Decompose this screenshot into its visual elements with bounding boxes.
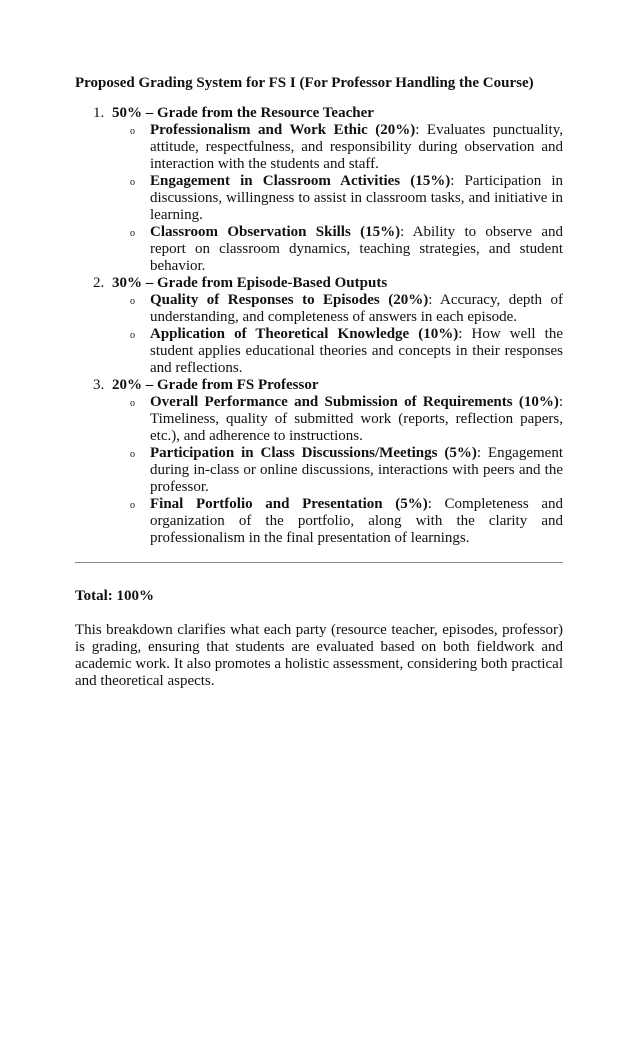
criteria-item xyxy=(112,292,563,326)
criteria-title: Quality of Responses to Episodes (20%) xyxy=(150,292,429,308)
criteria-description: : Participation in discussions, willingness to assist in classroom tasks, and initiative in learning. xyxy=(150,173,564,223)
grading-sections xyxy=(75,105,563,547)
section-number: 3. xyxy=(93,377,105,393)
bullet-icon: o xyxy=(130,398,135,409)
criteria-description: : Ability to observe and report on classroom dynamics, teaching strategies, and student behavior. xyxy=(150,224,563,274)
total-label: Total: 100% xyxy=(75,588,155,604)
bullet-icon: o xyxy=(130,449,135,460)
grading-section xyxy=(75,377,563,547)
summary-paragraph: This breakdown clarifies what each party (resource teacher, episodes, professor) is grading, ensuring that students are evaluated based on both fieldwork and academic work. It also promotes a holistic assessment, considering both practical and theoretical aspects. xyxy=(75,622,563,689)
criteria-title: Participation in Class Discussions/Meetings (5%) xyxy=(150,445,477,461)
criteria-description: : How well the student applies educational theories and concepts in their responses and reflections. xyxy=(150,326,563,376)
document-title: Proposed Grading System for FS I (For Professor Handling the Course) xyxy=(75,75,534,91)
criteria-description: : Accuracy, depth of understanding, and completeness of answers in each episode. xyxy=(150,292,563,325)
criteria-description: : Timeliness, quality of submitted work (reports, reflection papers, etc.), and adherence to instructions. xyxy=(150,394,563,444)
criteria-title: Final Portfolio and Presentation (5%) xyxy=(150,496,428,512)
grading-section xyxy=(75,275,563,377)
criteria-item xyxy=(112,445,563,496)
criteria-list xyxy=(112,394,563,547)
criteria-list xyxy=(112,122,563,275)
bullet-icon: o xyxy=(130,177,135,188)
criteria-item xyxy=(112,224,563,275)
criteria-item xyxy=(112,394,563,445)
bullet-icon: o xyxy=(130,500,135,511)
criteria-title: Professionalism and Work Ethic (20%) xyxy=(150,122,416,138)
criteria-list xyxy=(112,292,563,377)
bullet-icon: o xyxy=(130,296,135,307)
horizontal-divider xyxy=(75,562,563,563)
criteria-description: : Engagement during in-class or online discussions, interactions with peers and the professor. xyxy=(150,445,563,495)
section-number: 2. xyxy=(93,275,105,291)
document-page xyxy=(75,75,563,690)
criteria-item xyxy=(112,173,563,224)
criteria-description: : Completeness and organization of the portfolio, along with the clarity and professionalism in the final presentation of learnings. xyxy=(150,496,563,546)
section-number: 1. xyxy=(93,105,105,121)
section-heading: 20% – Grade from FS Professor xyxy=(112,377,319,393)
criteria-title: Classroom Observation Skills (15%) xyxy=(150,224,401,240)
bullet-icon: o xyxy=(130,330,135,341)
section-heading: 30% – Grade from Episode-Based Outputs xyxy=(112,275,388,291)
criteria-item xyxy=(112,122,563,173)
criteria-item xyxy=(112,496,563,547)
criteria-title: Overall Performance and Submission of Requirements (10%) xyxy=(150,394,559,410)
criteria-title: Engagement in Classroom Activities (15%) xyxy=(150,173,451,189)
section-heading: 50% – Grade from the Resource Teacher xyxy=(112,105,374,121)
bullet-icon: o xyxy=(130,126,135,137)
criteria-item xyxy=(112,326,563,377)
bullet-icon: o xyxy=(130,228,135,239)
grading-section xyxy=(75,105,563,275)
criteria-title: Application of Theoretical Knowledge (10%) xyxy=(150,326,459,342)
criteria-description: : Evaluates punctuality, attitude, respectfulness, and responsibility during observation and interaction with the students and staff. xyxy=(150,122,563,172)
